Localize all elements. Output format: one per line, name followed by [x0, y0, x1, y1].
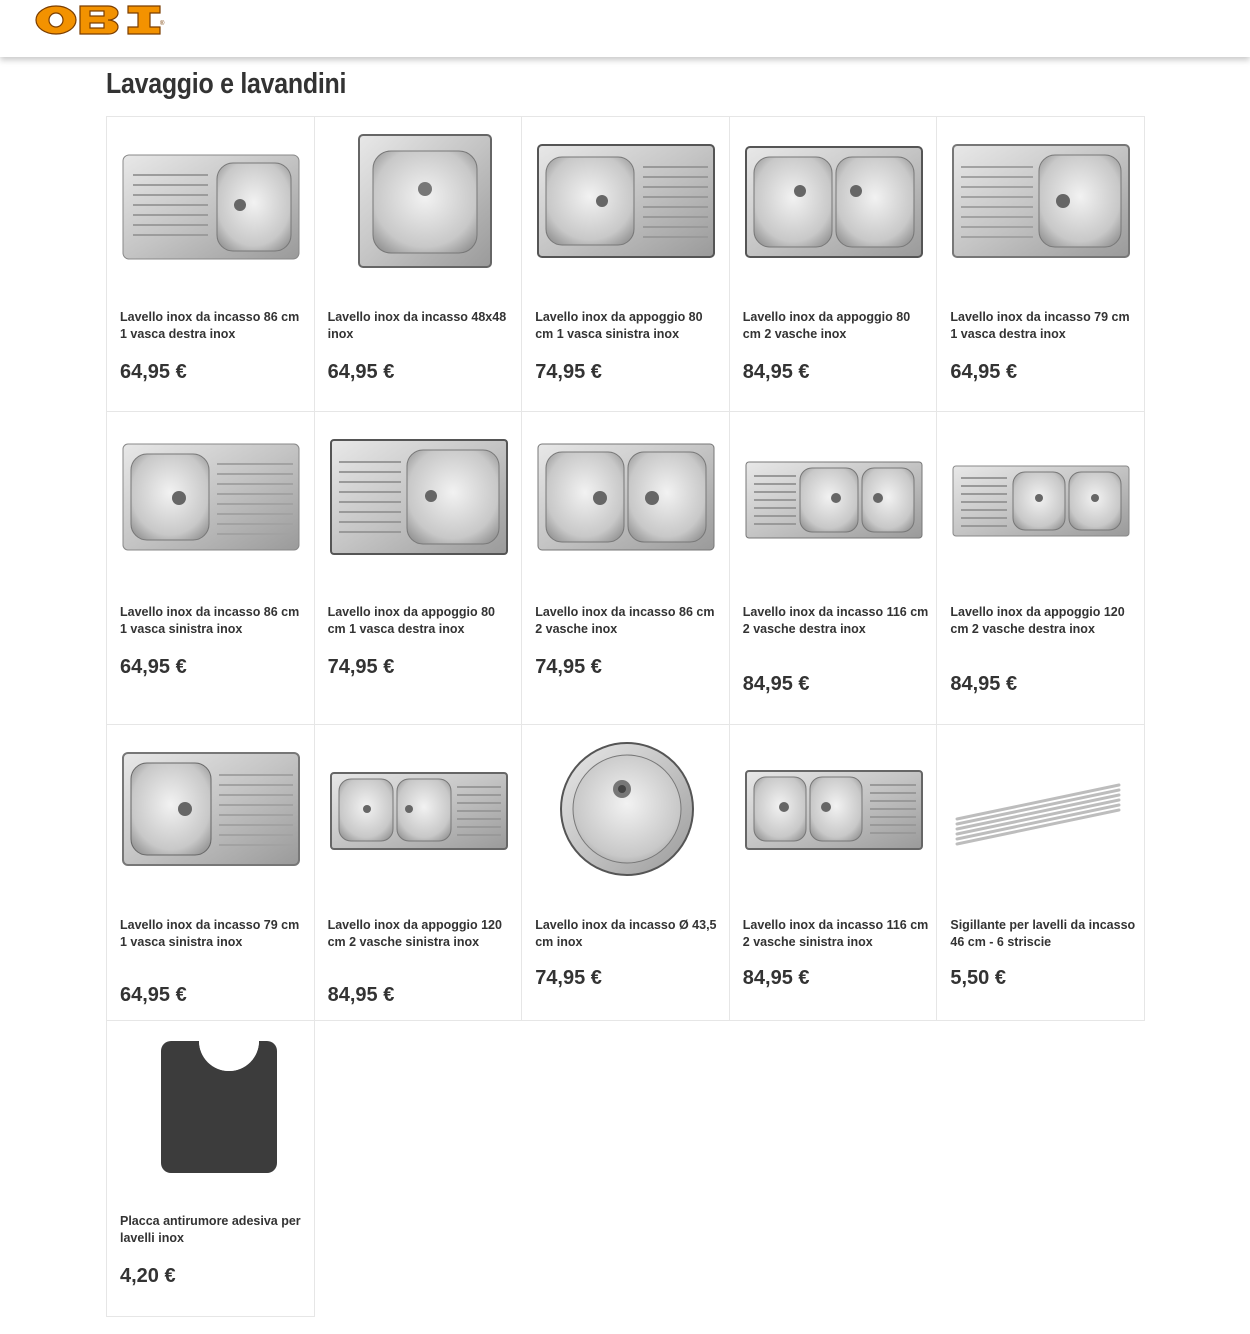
product-card[interactable] [730, 412, 938, 725]
svg-text:®: ® [160, 21, 165, 27]
product-image-sink-bowl-left-drainer-right[interactable] [113, 422, 307, 572]
product-card[interactable] [107, 1021, 315, 1317]
product-price: 74,95 € [327, 656, 395, 678]
product-image-sink-drainer-left-bowl-right[interactable] [113, 127, 307, 277]
product-price: 74,95 € [535, 967, 602, 989]
product-name[interactable]: Lavello inox da incasso 79 cm 1 vasca destra inox [950, 310, 1130, 341]
product-card[interactable] [522, 117, 730, 412]
product-price: 64,95 € [120, 361, 187, 383]
product-image-antinoise-pad[interactable] [113, 1031, 307, 1181]
product-card[interactable] [937, 725, 1145, 1021]
product-image-sink-drainer-left-two-bowls[interactable] [943, 422, 1137, 572]
product-price: 64,95 € [120, 656, 187, 678]
product-price: 84,95 € [742, 673, 810, 695]
product-image-sink-two-bowls-drainer-right[interactable] [736, 735, 930, 885]
product-name[interactable]: Lavello inox da appoggio 80 cm 1 vasca sinistra inox [535, 310, 703, 341]
product-card[interactable] [315, 725, 523, 1021]
product-name[interactable]: Lavello inox da incasso 116 cm 2 vasche sinistra inox [742, 918, 929, 949]
product-price: 74,95 € [535, 361, 602, 383]
product-name[interactable]: Lavello inox da appoggio 80 cm 2 vasche inox [742, 310, 911, 341]
product-price: 4,20 € [120, 1265, 176, 1287]
product-image-sink-bowl-left-drainer-right[interactable] [113, 735, 307, 885]
product-card[interactable] [937, 412, 1145, 725]
product-card[interactable] [107, 117, 315, 412]
page-title: Lavaggio e lavandini [106, 68, 347, 100]
product-image-sink-double-bowl[interactable] [528, 422, 722, 572]
product-price: 5,50 € [950, 967, 1006, 989]
product-card[interactable] [730, 117, 938, 412]
product-grid [106, 116, 1145, 1317]
product-image-sink-drainer-left-bowl-right[interactable] [321, 422, 515, 572]
product-name[interactable]: Lavello inox da incasso Ø 43,5 cm inox [535, 918, 717, 949]
product-name[interactable]: Lavello inox da appoggio 80 cm 1 vasca destra inox [327, 605, 495, 636]
product-price: 84,95 € [742, 967, 810, 989]
product-name[interactable]: Lavello inox da incasso 86 cm 1 vasca sinistra inox [120, 605, 300, 636]
obi-logo[interactable] [34, 3, 166, 37]
product-image-sink-double-bowl[interactable] [736, 127, 930, 277]
product-price: 64,95 € [950, 361, 1018, 383]
product-name[interactable]: Lavello inox da incasso 86 cm 2 vasche inox [535, 605, 715, 636]
product-price: 64,95 € [120, 984, 187, 1006]
product-price: 74,95 € [535, 656, 602, 678]
product-image-sink-drainer-left-bowl-right[interactable] [943, 127, 1137, 277]
product-image-sink-drainer-left-two-bowls[interactable] [736, 422, 930, 572]
product-image-sink-round[interactable] [528, 735, 722, 885]
product-name[interactable]: Lavello inox da incasso 116 cm 2 vasche destra inox [742, 605, 929, 636]
product-card[interactable] [107, 412, 315, 725]
product-card[interactable] [522, 725, 730, 1021]
product-card[interactable] [315, 412, 523, 725]
product-image-sink-square-single-bowl[interactable] [321, 127, 515, 277]
product-card[interactable] [730, 725, 938, 1021]
site-header [0, 0, 1250, 57]
product-card[interactable] [522, 412, 730, 725]
product-name[interactable]: Placca antirumore adesiva per lavelli inox [120, 1214, 301, 1245]
product-image-sink-bowl-left-drainer-right[interactable] [528, 127, 722, 277]
product-name[interactable]: Lavello inox da appoggio 120 cm 2 vasche destra inox [950, 605, 1125, 636]
product-image-sink-two-bowls-drainer-right[interactable] [321, 735, 515, 885]
product-card[interactable] [107, 725, 315, 1021]
product-image-sealant-strips[interactable] [943, 735, 1137, 885]
product-name[interactable]: Lavello inox da incasso 86 cm 1 vasca destra inox [120, 310, 300, 341]
product-name[interactable]: Lavello inox da incasso 79 cm 1 vasca sinistra inox [120, 918, 300, 949]
product-card[interactable] [315, 117, 523, 412]
product-card[interactable] [937, 117, 1145, 412]
product-price: 84,95 € [950, 673, 1018, 695]
product-name[interactable]: Lavello inox da appoggio 120 cm 2 vasche sinistra inox [327, 918, 502, 949]
product-price: 84,95 € [742, 361, 810, 383]
product-name[interactable]: Sigillante per lavelli da incasso 46 cm - 6 striscie [950, 918, 1136, 949]
product-price: 84,95 € [327, 984, 395, 1006]
product-price: 64,95 € [327, 361, 395, 383]
product-name[interactable]: Lavello inox da incasso 48x48 inox [327, 310, 507, 341]
